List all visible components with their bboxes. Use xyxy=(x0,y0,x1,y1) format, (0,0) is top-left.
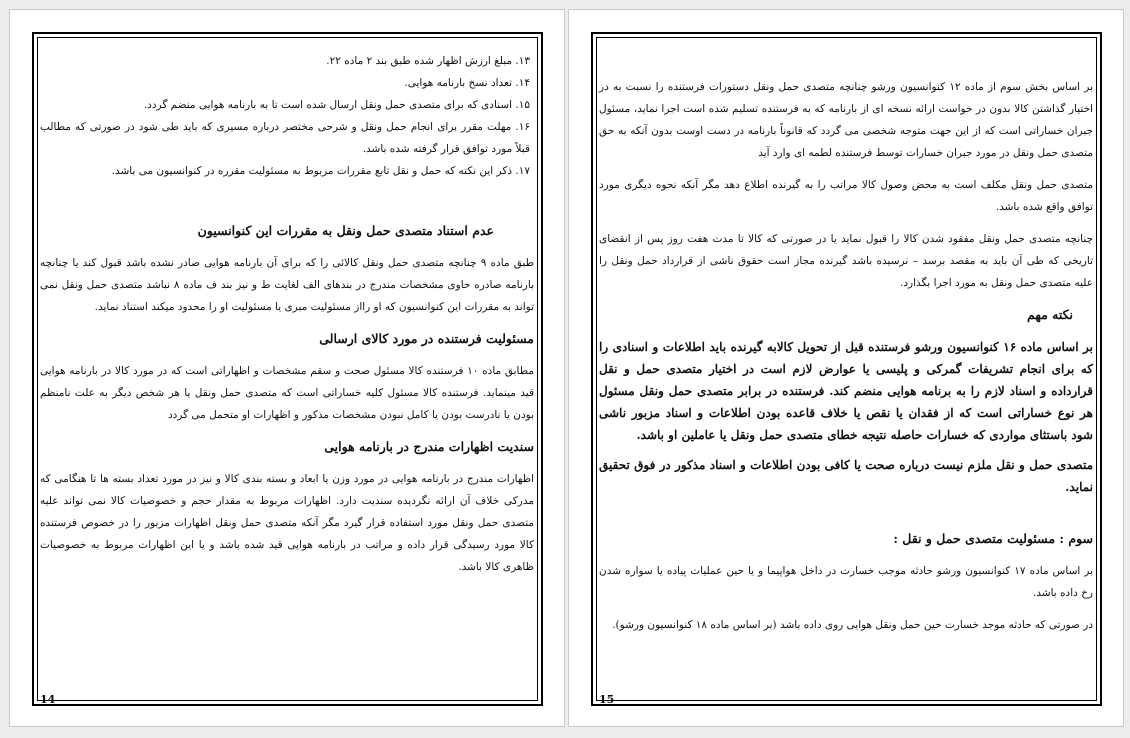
page-content xyxy=(599,76,1093,646)
page-number: 14 xyxy=(40,693,56,706)
section-heading: مسئولیت فرستنده در مورد کالای ارسالی xyxy=(319,331,534,346)
note-heading: نکته مهم xyxy=(1027,307,1073,322)
section-heading: عدم استناد متصدی حمل ونقل به مقررات این کنوانسیون xyxy=(197,223,494,238)
paragraph: متصدی حمل ونقل مکلف است به محض وصول کالا مراتب را به گیرنده اطلاع دهد مگر آنکه نحوه دیگری مورد توافق واقع شده باشد. xyxy=(599,179,1093,213)
paragraph: چنانچه متصدی حمل ونقل مفقود شدن کالا را قبول نماید یا در صورتی که کالا تا مدت هفت روز پس از انقضای تاریخی که طی آن باید به مقصد برسد – نرسیده باشد گیرنده مجاز است حقوق ناشی از قرارداد حمل ونقل را علیه متصدی حمل ونقل به مورد اجرا بگذارد. xyxy=(599,233,1093,289)
list-item-16: ۱۶. مهلت مقرر برای انجام حمل ونقل و شرحی مختصر درباره مسیری که باید طی شود در صورتی که مطالب قبلاً مورد توافق قرار گرفته شده باشد. xyxy=(40,121,530,155)
numbered-list xyxy=(40,50,534,182)
bold-paragraph: متصدی حمل و نقل ملزم نیست درباره صحت یا کافی بودن اطلاعات و اسناد مذکور در فوق تحقیق نماید. xyxy=(599,458,1093,494)
bold-paragraph: بر اساس ماده ۱۶ کنوانسیون ورشو فرستنده قبل از تحویل کالابه گیرنده باید اطلاعات و اسنادی را که برای انجام تشریفات گمرکی و پلیسی یا عوارض لازم است در اختیار متصدی حمل و نقل قرارداده و اسناد لازم را به برنامه هوایی منضم کند. فرستنده در برابر متصدی حمل ونقل مسئول هر نوع خساراتی است که از فقدان یا نقص یا خلاف قاعده بودن اطلاعات و اسناد مزبور ناشی شود باستثای مواردی که خسارات حاصله نتیجه خطای متصدی حمل ونقل یا عاملین او باشد. xyxy=(599,340,1093,442)
list-item-14: ۱۴. تعداد نسخ بارنامه هوایی. xyxy=(404,77,530,89)
paragraph: بر اساس ماده ۱۷ کنوانسیون ورشو حادثه موجب خسارت در داخل هواپیما و یا حین عملیات پیاده یا سواره شدن رخ داده باشد. xyxy=(599,565,1093,599)
page-number: 15 xyxy=(599,693,615,706)
paragraph: بر اساس بخش سوم از ماده ۱۲ کنوانسیون ورشو چنانچه متصدی حمل ونقل دستورات فرستنده را نسبت به در اختیار گذاشتن کالا بدون در خواست ارائه نسخه ای از بارنامه که به فرستنده تسلیم شده است اجرا نماید، مسئول جبران خساراتی است که از این جهت متوجه شخصی می گردد که قانوناً بارنامه در دست اوست بدون آنکه به حق متصدی حمل ونقل در مورد جبران خسارات توسط فرستنده لطمه ای وارد آید xyxy=(599,81,1093,159)
document-page-14 xyxy=(9,9,565,727)
paragraph: طبق ماده ۹ چنانچه متصدی حمل ونقل کالائی را که برای آن بارنامه هوایی صادر نشده باشد قبول کند یا چنانچه بارنامه صادره حاوی مشخصات مندرج در بندهای الف لغایت ط و نیز بند ف ماده ۸ نباشد متصدی حمل ونقل نمی تواند به مقررات این کنوانسیون که او رااز مسئولیت مبری یا مسئولیت او را محدود میکند استناد نماید. xyxy=(40,257,534,313)
document-page-15 xyxy=(568,9,1124,727)
page-content xyxy=(40,50,534,588)
paragraph: در صورتی که حادثه موجد خسارت حین حمل ونقل هوایی روی داده باشد (بر اساس ماده ۱۸ کنوانسیون ورشو). xyxy=(612,619,1093,631)
list-item-13: ۱۳. مبلغ ارزش اظهار شده طبق بند ۲ ماده ۲۲. xyxy=(326,55,530,67)
list-item-15: ۱۵. اسنادی که برای متصدی حمل ونقل ارسال شده است تا به بارنامه هوایی منضم گردد. xyxy=(143,99,530,111)
paragraph: مطابق ماده ۱۰ فرستنده کالا مسئول صحت و سقم مشخصات و اظهاراتی است که در مورد کالا در بارنامه هوایی قید مینماید. فرستنده کالا مسئول کلیه خساراتی است که متصدی حمل ونقل یا هر شخص دیگر به علت نامنظم بودن یا نادرست بودن یا کامل نبودن مشخصات مذکور و اظهارات او متحمل می گردد xyxy=(40,365,534,421)
section-heading: سندیت اظهارات مندرج در بارنامه هوایی xyxy=(324,439,534,454)
section-heading: سوم : مسئولیت متصدی حمل و نقل : xyxy=(893,531,1093,546)
list-item-17: ۱۷. ذکر این نکته که حمل و نقل تابع مقررات مربوط به مسئولیت مقرره در کنوانسیون می باشد. xyxy=(111,165,530,177)
paragraph: اظهارات مندرج در بارنامه هوایی در مورد وزن یا ابعاد و بسته بندی کالا و نیز در مورد تعداد بسته ها تا هنگامی که مدرکی خلاف آن ارائه نگردیده سندیت دارد. اظهارات مربوط به مقدار حجم و خصوصیات کالا نمی تواند علیه متصدی حمل ونقل مورد استفاده قرار گیرد مگر آنکه متصدی حمل ونقل اظهارات مزبور را در خصوص فرستنده کالا مورد رسیدگی قرار داده و مراتب در بارنامه هوایی قید شده باشد و یا این اظهارات مربوط به خصوصیات ظاهری کالا باشد. xyxy=(40,473,534,573)
